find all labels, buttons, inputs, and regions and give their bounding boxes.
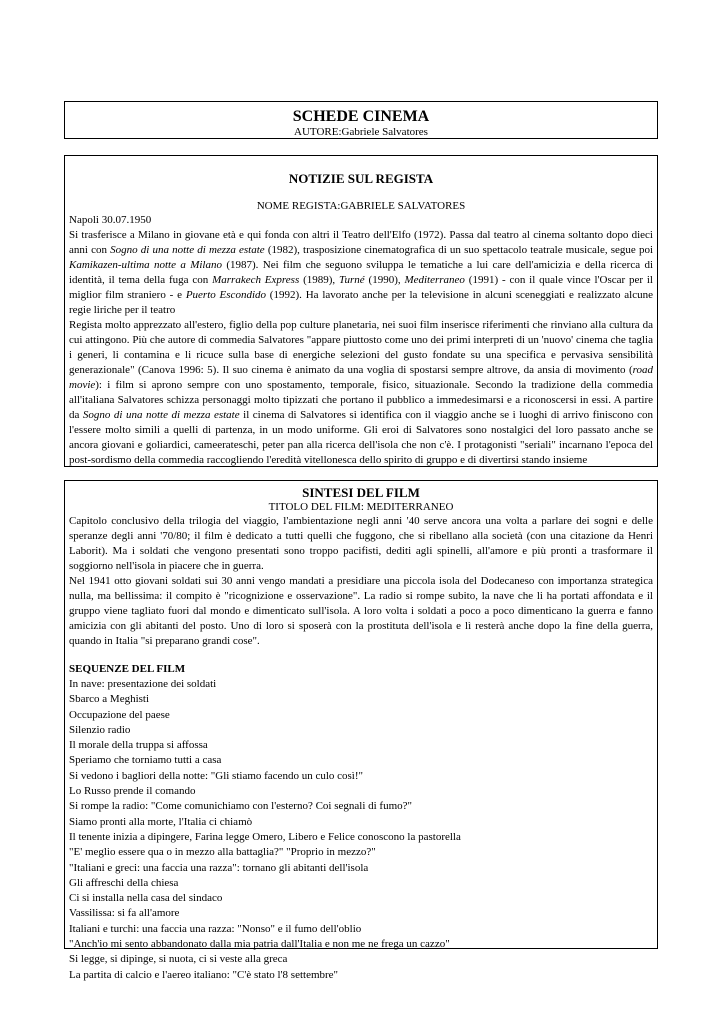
sequence-item: Si vedono i bagliori della notte: "Gli stiamo facendo un culo così!" [69, 769, 364, 782]
director-section-title: NOTIZIE SUL REGISTA [288, 171, 434, 186]
sequence-item: Gli affreschi della chiesa [69, 876, 179, 889]
sequence-item: Ci si installa nella casa del sindaco [69, 892, 223, 905]
sequence-item: Siamo pronti alla morte, l'Italia ci chiamò [69, 815, 253, 828]
birth-line: Napoli 30.07.1950 [69, 214, 152, 226]
sequence-item: "Italiani e greci: una faccia una razza": tornano gli abitanti dell'isola [69, 861, 369, 874]
sequence-item: Vassilissa: si fa all'amore [69, 907, 180, 920]
sequence-item: Italiani e turchi: una faccia una razza: "Nonso" e il fumo dell'oblio [69, 922, 362, 935]
style-paragraph: Regista molto apprezzato all'estero, figlio della pop culture planetaria, nei suoi film inserisce riferimenti che rinviano alla cultura da cui attingono. Più che autore di commedia Salvatores "appare piuttosto come uno dei primi interpreti di un 'nuovo' cinema che taglia i generi, li contamina e li ricuce sulla base di energiche selezioni del gusto fondate su una specifica e pervasiva sensibilità generazionale" (Canova 1996: 5). Il suo cinema è animato da una voglia di spostarsi sempre altrove, da ansia di movimento (road movie): i film si aprono sempre con uno spostamento, temporale, fisico, situazionale. Secondo la tradizione della commedia all'italiana Salvatores schizza personaggi molto tipizzati che portano il pubblico a immedesimarsi e a riconoscersi in essi. A partire da Sogno di una notte di mezza estate il cinema di Salvatores si identifica con il viaggio anche se i luoghi di arrivo finiscono con l'essere molto simili a quelli di partenza, in un modo uniforme. Gli eroi di Salvatores sono nostalgici del loro passato anche se ancora giovani e goliardici, cameerateschi, peter pan alla ricerca dell'isola che non c'è. I protagonisti "seriali" incarnano l'epoca del post-sordismo della commedia raccogliendo l'eredità vitellonesca dello spirito di gruppo e di divertirsi stando insieme [69, 319, 654, 466]
sequence-item: Sbarco a Meghisti [69, 693, 150, 706]
sequence-item: Occupazione del paese [69, 708, 170, 721]
film-title-ref: Turné [339, 274, 365, 286]
film-title-line: TITOLO DEL FILM: MEDITERRANEO [268, 501, 454, 513]
film-title-ref: Sogno di una notte di mezza estate [110, 244, 265, 256]
author-line: AUTORE:Gabriele Salvatores [294, 126, 428, 138]
film-title-ref: Sogno di una notte di mezza estate [82, 409, 240, 421]
synopsis-section-title: SINTESI DEL FILM [302, 485, 420, 500]
sequence-item: Si legge, si dipinge, si nuota, ci si veste alla greca [69, 953, 288, 966]
sequence-item: "E' meglio essere qua o in mezzo alla battaglia?" "Proprio in mezzo?" [69, 846, 376, 859]
sequence-item: La partita di calcio e l'aereo italiano: "C'è stato l'8 settembre" [69, 968, 339, 981]
synopsis-paragraph-2: Nel 1941 otto giovani soldati sui 30 anni vengo mandati a presidiare una piccola isola del Dodecaneso con importanza strategica nulla, ma bellissima: il compito è "ricognizione e osservazione". La radio si rompe subito, la nave che li ha portati affondata e il gruppo viene tagliato fuori dal mondo e dimenticato sull'isola. A loro volta i soldati a poco a poco dimenticano la guerra e fanno amicizia con gli abitanti del posto. Uno di loro si sposerà con la prostituta dell'isola e lì resterà anche dopo la fine della guerra, quando in Italia "si preparano grandi cose". [69, 575, 653, 647]
film-synopsis-box [64, 480, 658, 981]
genre-ref: road movie [69, 364, 653, 391]
sequences-title: SEQUENZE DEL FILM [69, 663, 186, 675]
sequence-item: Lo Russo prende il comando [69, 785, 196, 798]
synopsis-paragraph-1: Capitolo conclusivo della trilogia del viaggio, l'ambientazione negli anni '40 serve ancora una volta a parlare dei sogni e delle speranze degli anni '70/80; il film è dedicato a tutti quelli che fuggono, che si ribellano alla società (con una citazione da Henri Laborit). Ma i soldati che vengono presentati sono troppo pacifisti, dediti agli spinelli, all'amore e più pronti a trasformare il soggiorno nell'isola in piacere che in guerra. [69, 515, 653, 572]
director-notes-box [64, 155, 658, 467]
biography-paragraph: Si trasferisce a Milano in giovane età e qui fonda con altri il Teatro dell'Elfo (1972). Passa dal teatro al cinema soltanto dopo dieci anni con Sogno di una notte di mezza estate (1982), trasposizione cinematografica di un suo spettacolo teatrale musicale, segue poi Kamikazen-ultima notte a Milano (1987). Nei film che seguono sviluppa le tematiche a lui care dell'amicizia e della ricerca di identità, il tema della fuga con Marrakech Express (1989), Turné (1990), Mediterraneo (1991) - con il quale vince l'Oscar per il miglior film straniero - e Puerto Escondido (1992). Ha lavorato anche per la televisione in alcuni sceneggiati e realizzato alcune regie liriche per il teatro [69, 229, 654, 316]
film-title-ref: Marrakech Express [212, 274, 300, 286]
sequence-item: Silenzio radio [69, 723, 131, 736]
sequence-list [69, 677, 653, 983]
page-title: SCHEDE CINEMA [292, 108, 430, 125]
sequence-item: Il morale della truppa si affossa [69, 739, 208, 752]
director-name-line: NOME REGISTA:GABRIELE SALVATORES [256, 200, 466, 212]
film-title-ref: Kamikazen-ultima notte a Milano [69, 259, 222, 271]
sequence-item: Si rompe la radio: "Come comunichiamo con l'esterno? Coi segnali di fumo?" [69, 800, 413, 813]
sequence-item: In nave: presentazione dei soldati [69, 678, 217, 690]
film-title-ref: Mediterraneo [404, 274, 465, 286]
header-box [64, 101, 658, 139]
sequence-item: "Anch'io mi sento abbandonato dalla mia patria dall'Italia e non me ne frega un cazzo" [69, 938, 450, 951]
sequence-item: Speriamo che torniamo tutti a casa [69, 754, 222, 767]
sequence-item: Il tenente inizia a dipingere, Farina legge Omero, Libero e Felice conoscono la pastorella [69, 830, 461, 843]
film-title-ref: Puerto Escondido [185, 289, 266, 301]
